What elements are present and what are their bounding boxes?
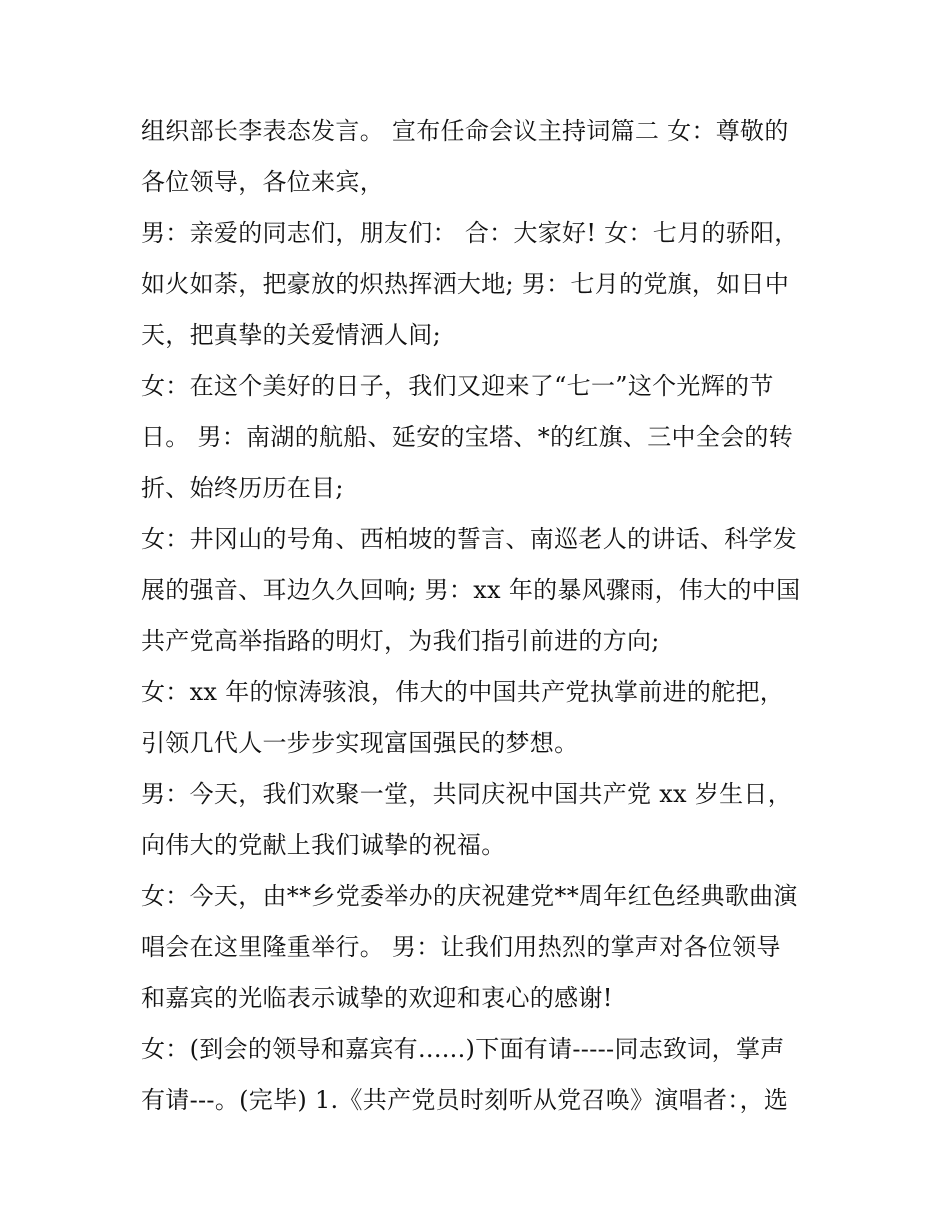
text-line-10: 展的强音、耳边久久回响; 男：xx 年的暴风骤雨，伟大的中国 [141,576,801,604]
text-line-7: 日。 男：南湖的航船、延安的宝塔、*的红旗、三中全会的转 [141,423,794,451]
text-line-12: 女：xx 年的惊涛骇浪，伟大的中国共产党执掌前进的舵把， [141,678,785,706]
text-line-15: 向伟大的党献上我们诚挚的祝福。 [141,831,506,859]
text-line-5: 天，把真挚的关爱情洒人间; [141,321,441,349]
text-line-2: 各位领导，各位来宾， [141,168,384,196]
text-line-11: 共产党高举指路的明灯，为我们指引前进的方向; [141,627,660,655]
text-line-1: 组织部长李表态发言。 宣布任命会议主持词篇二 女：尊敬的 [141,117,789,145]
document-body [141,106,831,1126]
text-line-20: 有请---。(完毕) 1.《共产党员时刻听从党召唤》演唱者：，选 [141,1086,789,1114]
text-line-13: 引领几代人一步步实现富国强民的梦想。 [141,729,579,757]
text-line-17: 唱会在这里隆重举行。 男：让我们用热烈的掌声对各位领导 [141,933,781,961]
text-line-14: 男：今天，我们欢聚一堂，共同庆祝中国共产党 xx 岁生日， [141,780,793,808]
text-line-6: 女：在这个美好的日子，我们又迎来了“七一”这个光辉的节 [141,372,774,400]
text-line-16: 女：今天，由**乡党委举办的庆祝建党**周年红色经典歌曲演 [141,882,798,910]
text-line-18: 和嘉宾的光临表示诚挚的欢迎和衷心的感谢! [141,984,613,1012]
text-line-9: 女：井冈山的号角、西柏坡的誓言、南巡老人的讲话、科学发 [141,525,798,553]
text-line-3: 男：亲爱的同志们，朋友们： 合：大家好! 女：七月的骄阳， [141,219,799,247]
text-line-8: 折、始终历历在目; [141,474,344,502]
text-line-4: 如火如荼，把豪放的炽热挥洒大地; 男：七月的党旗，如日中 [141,270,790,298]
text-line-19: 女：(到会的领导和嘉宾有......)下面有请-----同志致词，掌声 [141,1035,785,1063]
